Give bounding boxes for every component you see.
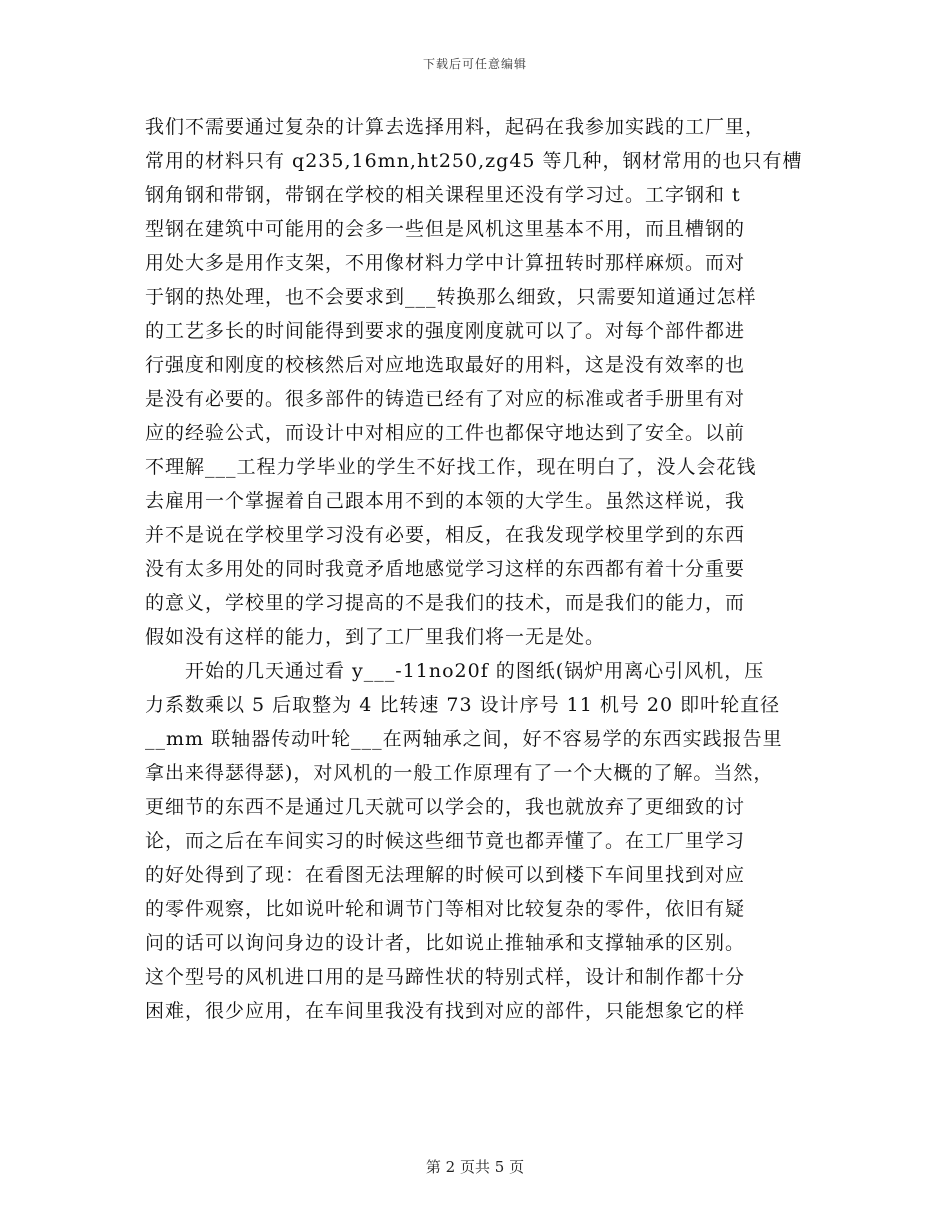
text-line: 假如没有这样的能力，到了工厂里我们将一无是处。 <box>145 626 606 648</box>
text-line: 不理解___工程力学毕业的学生不好找工作，现在明白了，没人会花钱 <box>145 456 757 478</box>
text-line: 这个型号的风机进口用的是马蹄性状的特别式样，设计和制作都十分 <box>145 966 746 988</box>
text-line: 用处大多是用作支架，不用像材料力学中计算扭转时那样麻烦。而对 <box>145 252 746 274</box>
page-header: 下载后可任意编辑 <box>422 57 527 71</box>
text-line: 于钢的热处理，也不会要求到___转换那么细致，只需要知道通过怎样 <box>145 286 757 308</box>
paragraph-start-line: 开始的几天通过看 y___-11no20f 的图纸(锅炉用离心引风机，压 <box>185 660 765 682</box>
text-line: 困难，很少应用，在车间里我没有找到对应的部件，只能想象它的样 <box>145 1000 746 1022</box>
text-line: 我们不需要通过复杂的计算去选择用料，起码在我参加实践的工厂里， <box>145 116 766 138</box>
text-line: 没有太多用处的同时我竟矛盾地感觉学习这样的东西都有着十分重要 <box>145 558 746 580</box>
text-line: 并不是说在学校里学习没有必要，相反，在我发现学校里学到的东西 <box>145 524 746 546</box>
text-line: 行强度和刚度的校核然后对应地选取最好的用料，这是没有效率的也 <box>145 354 746 376</box>
text-line: 是没有必要的。很多部件的铸造已经有了对应的标准或者手册里有对 <box>145 388 746 410</box>
text-line: 型钢在建筑中可能用的会多一些但是风机这里基本不用，而且槽钢的 <box>145 218 746 240</box>
document-body <box>145 110 810 1028</box>
text-line: 更细节的东西不是通过几天就可以学会的，我也就放弃了更细致的讨 <box>145 796 746 818</box>
text-line: 的好处得到了现：在看图无法理解的时候可以到楼下车间里找到对应 <box>145 864 746 886</box>
text-line: __mm 联轴器传动叶轮___在两轴承之间，好不容易学的东西实践报告里 <box>145 728 783 750</box>
text-line: 应的经验公式，而设计中对相应的工件也都保守地达到了安全。以前 <box>145 422 746 444</box>
text-line: 论，而之后在车间实习的时候这些细节竟也都弄懂了。在工厂里学习 <box>145 830 746 852</box>
text-line: 问的话可以询问身边的设计者，比如说止推轴承和支撑轴承的区别。 <box>145 932 746 954</box>
text-line: 力系数乘以 5 后取整为 4 比转速 73 设计序号 11 机号 20 即叶轮直径 <box>145 694 781 716</box>
page-number: 第 2 页共 5 页 <box>425 1158 525 1176</box>
text-line: 常用的材料只有 q235,16mn,ht250,zg45 等几种，钢材常用的也只有槽 <box>145 150 803 172</box>
text-line: 钢角钢和带钢，带钢在学校的相关课程里还没有学习过。工字钢和 t <box>145 184 741 206</box>
text-line: 去雇用一个掌握着自己跟本用不到的本领的大学生。虽然这样说，我 <box>145 490 746 512</box>
text-line: 拿出来得瑟得瑟)，对风机的一般工作原理有了一个大概的了解。当然， <box>145 762 774 784</box>
text-line: 的工艺多长的时间能得到要求的强度刚度就可以了。对每个部件都进 <box>145 320 746 342</box>
text-line: 的零件观察，比如说叶轮和调节门等相对比较复杂的零件，依旧有疑 <box>145 898 746 920</box>
text-line: 的意义，学校里的学习提高的不是我们的技术，而是我们的能力，而 <box>145 592 746 614</box>
